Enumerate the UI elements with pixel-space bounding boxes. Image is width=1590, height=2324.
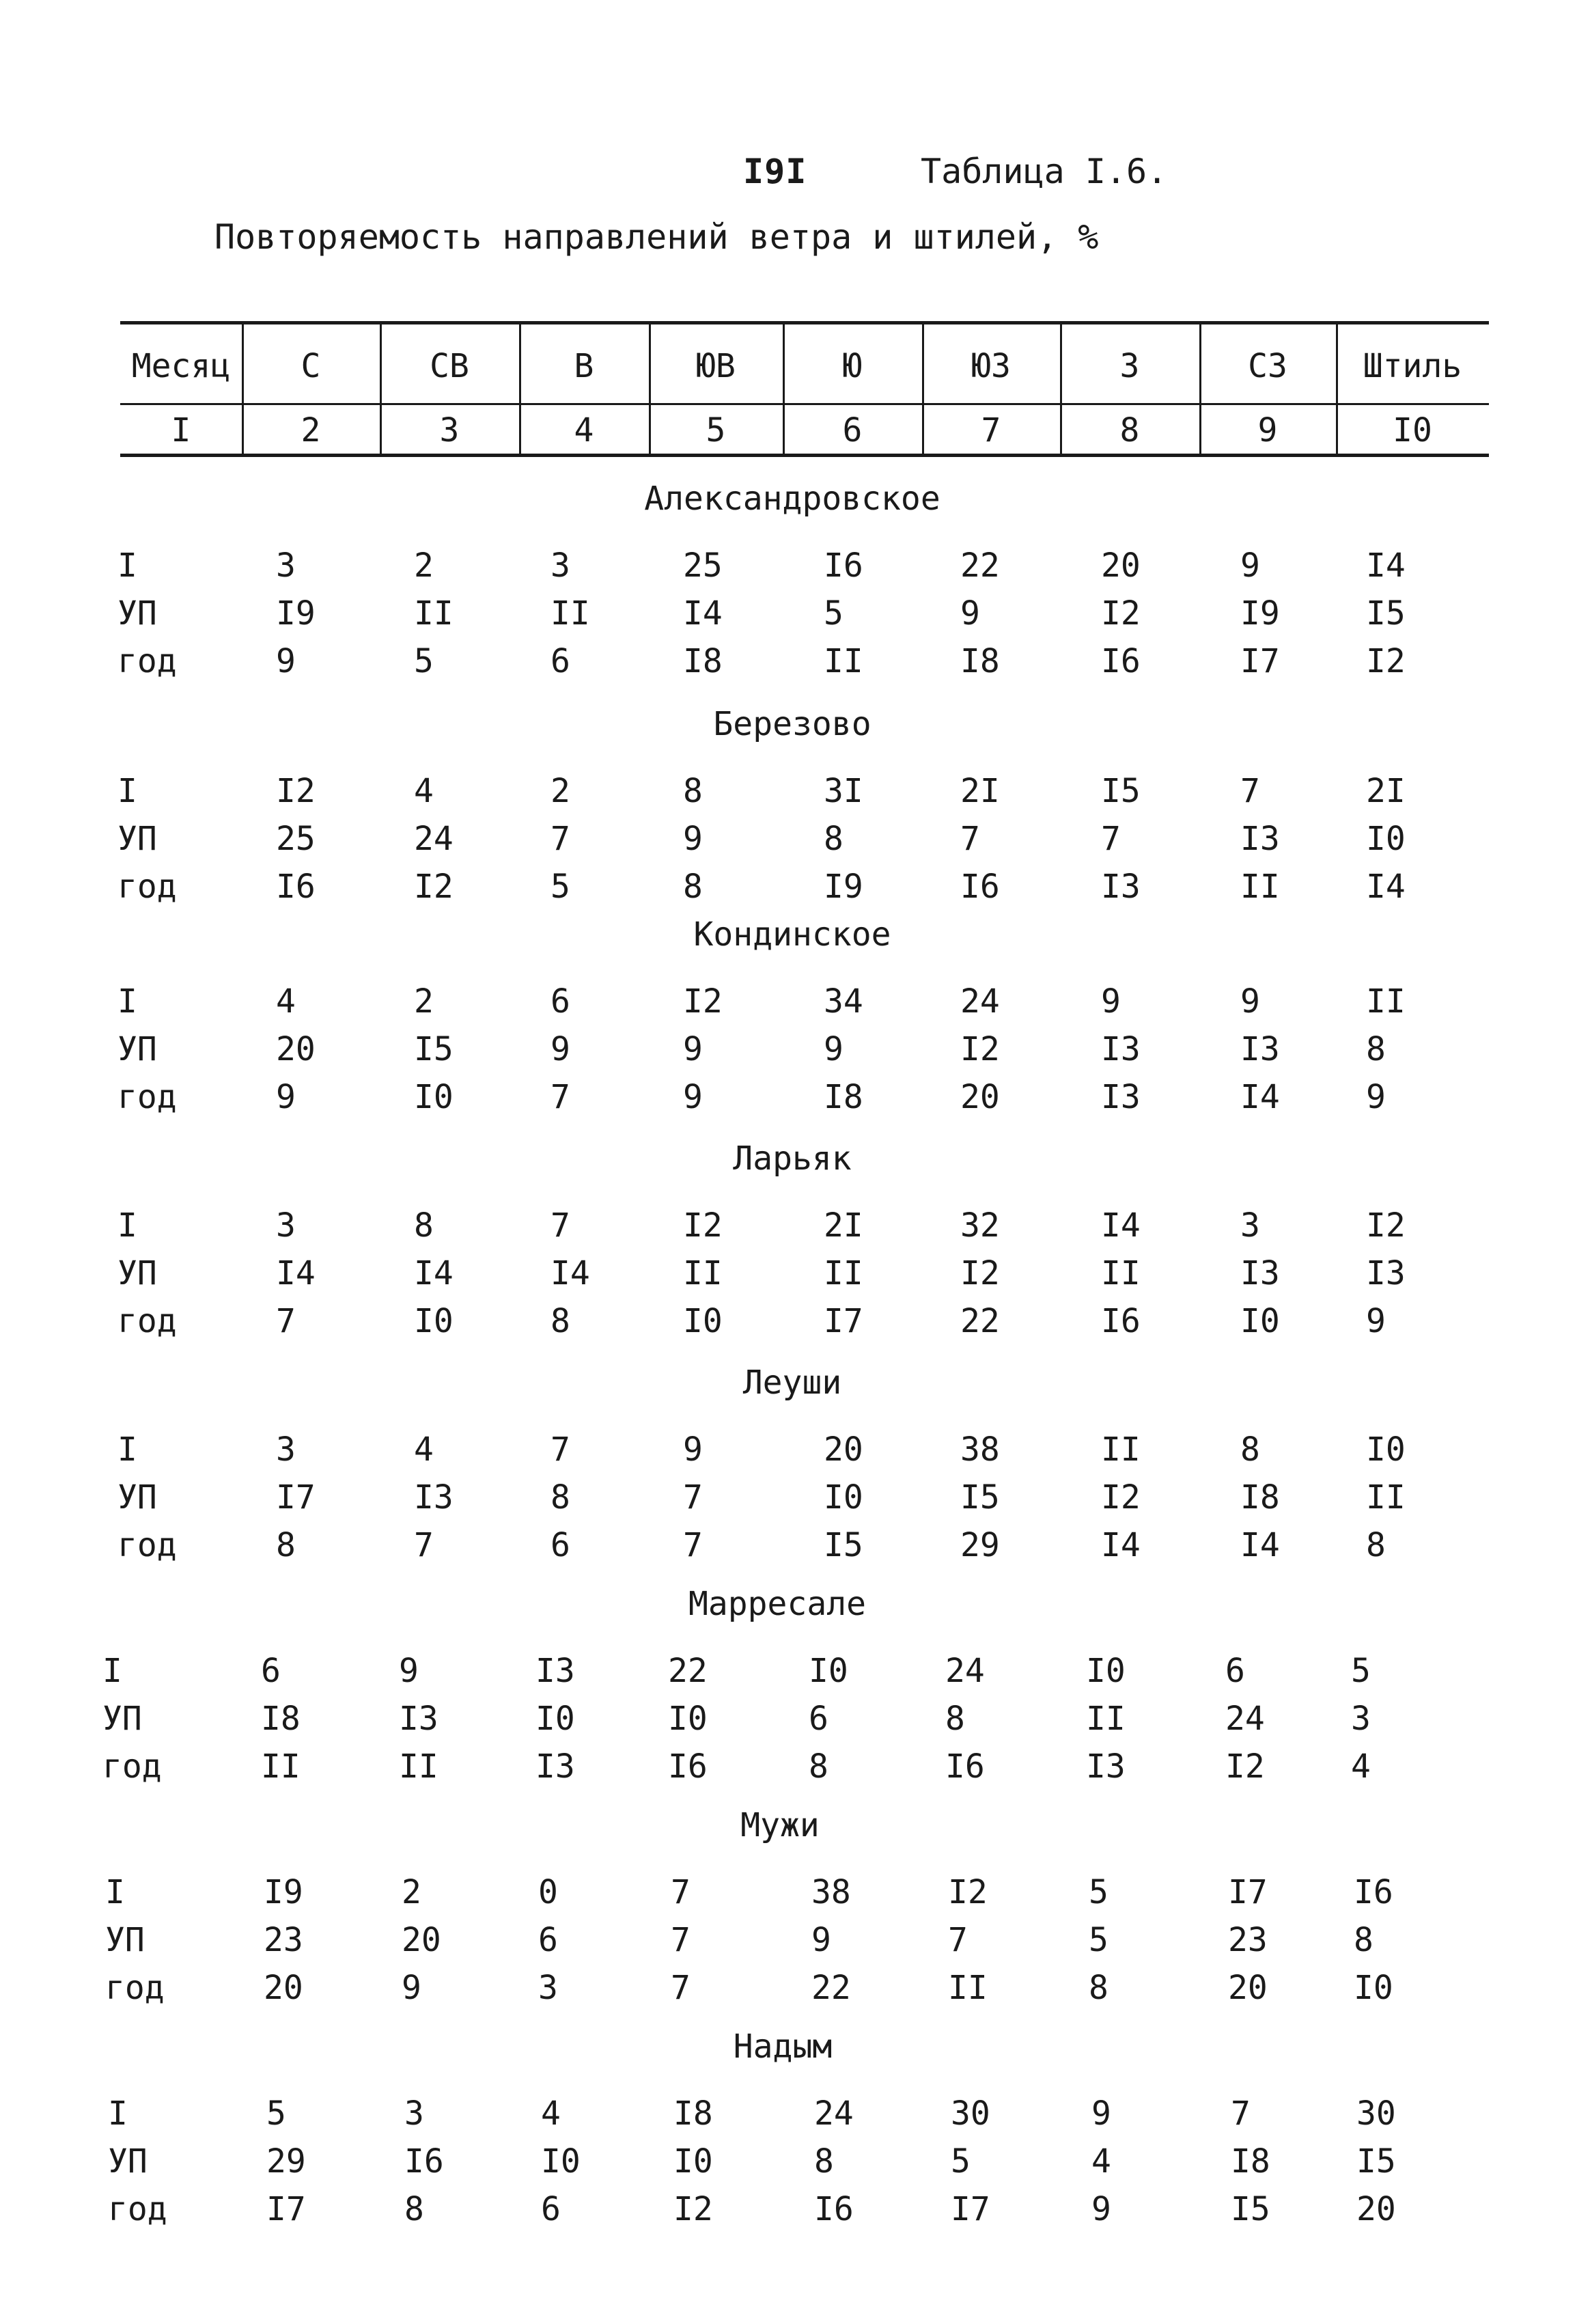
table-cell: I2 bbox=[673, 2190, 713, 2228]
table-cell: 24 bbox=[414, 820, 454, 858]
table-cell: 4 bbox=[1091, 2142, 1111, 2181]
table-cell: 3 bbox=[276, 1206, 296, 1245]
table-cell: I5 bbox=[1101, 772, 1141, 810]
table-cell: 9 bbox=[550, 1030, 570, 1068]
table-cell: II bbox=[948, 1969, 988, 2007]
table-cell: 3 bbox=[276, 547, 296, 585]
table-cell: I3 bbox=[1240, 1254, 1280, 1292]
table-cell: 6 bbox=[550, 1526, 570, 1564]
table-cell: 8 bbox=[1366, 1030, 1386, 1068]
column-number: 3 bbox=[439, 411, 460, 449]
table-cell: 9 bbox=[1091, 2190, 1111, 2228]
table-cell: I6 bbox=[1101, 1302, 1141, 1340]
column-number: I bbox=[171, 411, 191, 449]
table-cell: I5 bbox=[960, 1478, 1000, 1517]
table-cell: I3 bbox=[1101, 868, 1141, 906]
table-cell: 6 bbox=[541, 2190, 561, 2228]
table-cell: I6 bbox=[276, 868, 316, 906]
table-cell: 9 bbox=[1366, 1302, 1386, 1340]
header-bottom-rule bbox=[120, 454, 1489, 457]
table-cell: 4 bbox=[1351, 1747, 1371, 1786]
table-cell: 20 bbox=[960, 1078, 1000, 1116]
table-cell: II bbox=[1366, 982, 1406, 1021]
table-cell: 4 bbox=[414, 772, 434, 810]
table-cell: I8 bbox=[960, 642, 1000, 680]
table-cell: I5 bbox=[414, 1030, 454, 1068]
table-cell: 0 bbox=[538, 1873, 558, 1911]
table-cell: 9 bbox=[399, 1652, 419, 1690]
station-name: Кондинское bbox=[693, 915, 891, 954]
table-cell: 24 bbox=[960, 982, 1000, 1021]
row-label: год bbox=[117, 868, 177, 906]
column-number: 8 bbox=[1119, 411, 1140, 449]
table-cell: I7 bbox=[1240, 642, 1280, 680]
column-header: СВ bbox=[430, 347, 469, 385]
column-header: З bbox=[1119, 347, 1140, 385]
table-cell: 8 bbox=[276, 1526, 296, 1564]
table-cell: I2 bbox=[960, 1030, 1000, 1068]
table-cell: 2 bbox=[402, 1873, 421, 1911]
table-cell: I7 bbox=[266, 2190, 306, 2228]
table-cell: 24 bbox=[1225, 1700, 1265, 1738]
station-name: Ларьяк bbox=[733, 1139, 852, 1178]
table-cell: I9 bbox=[824, 868, 863, 906]
table-cell: I8 bbox=[1231, 2142, 1270, 2181]
column-header: С bbox=[301, 347, 321, 385]
table-cell: I4 bbox=[550, 1254, 590, 1292]
row-label: УП bbox=[117, 1254, 157, 1292]
table-cell: I2 bbox=[683, 982, 723, 1021]
table-cell: 7 bbox=[948, 1921, 968, 1959]
table-cell: 8 bbox=[1240, 1430, 1260, 1469]
table-cell: 4 bbox=[414, 1430, 434, 1469]
table-cell: II bbox=[1086, 1700, 1126, 1738]
column-header: В bbox=[574, 347, 594, 385]
table-cell: 2 bbox=[414, 982, 434, 1021]
table-cell: 5 bbox=[266, 2094, 286, 2133]
table-cell: I9 bbox=[264, 1873, 303, 1911]
column-header: Ю bbox=[842, 347, 863, 385]
table-cell: 2I bbox=[824, 1206, 863, 1245]
table-cell: II bbox=[261, 1747, 301, 1786]
table-cell: 6 bbox=[1225, 1652, 1245, 1690]
table-cell: I2 bbox=[276, 772, 316, 810]
table-cell: I6 bbox=[1354, 1873, 1393, 1911]
table-cell: I0 bbox=[1240, 1302, 1280, 1340]
column-number: I0 bbox=[1393, 411, 1432, 449]
row-label: УП bbox=[117, 594, 157, 633]
table-label: Таблица I.6. bbox=[921, 152, 1168, 191]
table-cell: 25 bbox=[683, 547, 723, 585]
table-cell: 8 bbox=[1354, 1921, 1373, 1959]
table-cell: 9 bbox=[402, 1969, 421, 2007]
table-cell: 29 bbox=[266, 2142, 306, 2181]
table-cell: I5 bbox=[1231, 2190, 1270, 2228]
column-number: 2 bbox=[301, 411, 321, 449]
row-label: I bbox=[117, 1206, 137, 1245]
table-cell: 7 bbox=[550, 1078, 570, 1116]
table-cell: 9 bbox=[683, 1430, 703, 1469]
station-name: Марресале bbox=[688, 1585, 867, 1623]
table-cell: I8 bbox=[673, 2094, 713, 2133]
table-cell: 6 bbox=[550, 642, 570, 680]
table-cell: I6 bbox=[1101, 642, 1141, 680]
table-cell: I7 bbox=[276, 1478, 316, 1517]
column-header: СЗ bbox=[1248, 347, 1287, 385]
table-cell: 7 bbox=[1240, 772, 1260, 810]
table-cell: I3 bbox=[1086, 1747, 1126, 1786]
table-cell: I5 bbox=[1356, 2142, 1396, 2181]
row-label: УП bbox=[117, 820, 157, 858]
table-cell: 5 bbox=[550, 868, 570, 906]
table-cell: I0 bbox=[1366, 1430, 1406, 1469]
table-cell: I4 bbox=[1101, 1206, 1141, 1245]
row-label: I bbox=[117, 1430, 137, 1469]
table-cell: 38 bbox=[960, 1430, 1000, 1469]
table-cell: 9 bbox=[276, 642, 296, 680]
table-cell: 30 bbox=[1356, 2094, 1396, 2133]
column-number: 6 bbox=[842, 411, 863, 449]
table-cell: 8 bbox=[683, 868, 703, 906]
row-label: I bbox=[117, 772, 137, 810]
station-name: Березово bbox=[713, 705, 871, 743]
table-cell: 20 bbox=[824, 1430, 863, 1469]
table-cell: 8 bbox=[824, 820, 843, 858]
table-cell: I8 bbox=[683, 642, 723, 680]
column-number: 9 bbox=[1257, 411, 1278, 449]
table-cell: I3 bbox=[1240, 1030, 1280, 1068]
table-cell: I5 bbox=[824, 1526, 863, 1564]
column-number: 7 bbox=[981, 411, 1001, 449]
table-cell: II bbox=[399, 1747, 438, 1786]
table-cell: I6 bbox=[960, 868, 1000, 906]
station-name: Леуши bbox=[742, 1364, 842, 1402]
table-cell: 7 bbox=[671, 1921, 691, 1959]
table-cell: I9 bbox=[1240, 594, 1280, 633]
table-cell: II bbox=[1101, 1430, 1141, 1469]
table-cell: 20 bbox=[1356, 2190, 1396, 2228]
table-cell: 3 bbox=[550, 547, 570, 585]
table-cell: 8 bbox=[814, 2142, 834, 2181]
table-cell: 22 bbox=[811, 1969, 851, 2007]
table-cell: I5 bbox=[1366, 594, 1406, 633]
row-label: год bbox=[117, 1078, 177, 1116]
table-cell: 3 bbox=[276, 1430, 296, 1469]
table-cell: I6 bbox=[668, 1747, 708, 1786]
table-cell: II bbox=[550, 594, 590, 633]
table-cell: II bbox=[824, 1254, 863, 1292]
table-cell: I4 bbox=[276, 1254, 316, 1292]
table-cell: 9 bbox=[683, 1030, 703, 1068]
row-label: I bbox=[117, 982, 137, 1021]
table-cell: 9 bbox=[1240, 982, 1260, 1021]
table-cell: I7 bbox=[824, 1302, 863, 1340]
table-cell: 5 bbox=[951, 2142, 971, 2181]
column-header: Штиль bbox=[1363, 347, 1462, 385]
table-cell: I8 bbox=[261, 1700, 301, 1738]
table-cell: I2 bbox=[683, 1206, 723, 1245]
table-cell: 3 bbox=[538, 1969, 558, 2007]
table-cell: I3 bbox=[535, 1652, 575, 1690]
row-label: УП bbox=[117, 1478, 157, 1517]
table-cell: II bbox=[824, 642, 863, 680]
table-cell: 22 bbox=[668, 1652, 708, 1690]
table-cell: 7 bbox=[550, 820, 570, 858]
row-label: год bbox=[117, 642, 177, 680]
table-cell: I2 bbox=[1225, 1747, 1265, 1786]
table-cell: 9 bbox=[960, 594, 980, 633]
table-cell: I6 bbox=[945, 1747, 985, 1786]
table-cell: 20 bbox=[264, 1969, 303, 2007]
table-cell: I3 bbox=[1101, 1030, 1141, 1068]
table-cell: I3 bbox=[1366, 1254, 1406, 1292]
column-number: 5 bbox=[706, 411, 726, 449]
row-label: I bbox=[105, 1873, 125, 1911]
table-cell: 7 bbox=[683, 1478, 703, 1517]
header-mid-rule bbox=[120, 403, 1489, 405]
table-cell: 5 bbox=[1351, 1652, 1371, 1690]
row-label: год bbox=[102, 1747, 162, 1786]
table-cell: I3 bbox=[414, 1478, 454, 1517]
table-top-rule bbox=[120, 321, 1489, 324]
table-cell: 7 bbox=[671, 1873, 691, 1911]
table-cell: 4 bbox=[541, 2094, 561, 2133]
table-cell: I4 bbox=[1366, 868, 1406, 906]
table-cell: I4 bbox=[414, 1254, 454, 1292]
table-cell: 6 bbox=[550, 982, 570, 1021]
table-cell: I2 bbox=[948, 1873, 988, 1911]
table-cell: 32 bbox=[960, 1206, 1000, 1245]
table-cell: 7 bbox=[414, 1526, 434, 1564]
table-cell: I0 bbox=[809, 1652, 848, 1690]
table-cell: 20 bbox=[402, 1921, 441, 1959]
table-cell: 9 bbox=[683, 1078, 703, 1116]
table-cell: 9 bbox=[824, 1030, 843, 1068]
table-cell: 22 bbox=[960, 1302, 1000, 1340]
row-label: год bbox=[105, 1969, 165, 2007]
table-cell: 34 bbox=[824, 982, 863, 1021]
table-cell: 5 bbox=[414, 642, 434, 680]
table-cell: 5 bbox=[1089, 1921, 1108, 1959]
table-cell: 2I bbox=[1366, 772, 1406, 810]
row-label: год bbox=[108, 2190, 167, 2228]
station-name: Александровское bbox=[644, 480, 940, 518]
row-label: I bbox=[102, 1652, 122, 1690]
table-cell: 5 bbox=[1089, 1873, 1108, 1911]
table-cell: 8 bbox=[809, 1747, 828, 1786]
table-cell: I0 bbox=[541, 2142, 581, 2181]
table-cell: 9 bbox=[276, 1078, 296, 1116]
table-cell: 3I bbox=[824, 772, 863, 810]
table-cell: 23 bbox=[264, 1921, 303, 1959]
table-cell: II bbox=[414, 594, 454, 633]
row-label: УП bbox=[117, 1030, 157, 1068]
table-cell: 8 bbox=[550, 1302, 570, 1340]
table-cell: 20 bbox=[1228, 1969, 1268, 2007]
table-cell: I0 bbox=[414, 1302, 454, 1340]
table-cell: 24 bbox=[945, 1652, 985, 1690]
table-cell: 2 bbox=[550, 772, 570, 810]
table-cell: I0 bbox=[1354, 1969, 1393, 2007]
table-cell: 20 bbox=[1101, 547, 1141, 585]
table-cell: I4 bbox=[1101, 1526, 1141, 1564]
row-label: УП bbox=[108, 2142, 148, 2181]
table-cell: I9 bbox=[276, 594, 316, 633]
station-name: Мужи bbox=[740, 1806, 820, 1844]
table-cell: 8 bbox=[945, 1700, 965, 1738]
table-cell: I0 bbox=[673, 2142, 713, 2181]
column-header: ЮЗ bbox=[971, 347, 1011, 385]
table-cell: 3 bbox=[1351, 1700, 1371, 1738]
row-label: год bbox=[117, 1526, 177, 1564]
page-number: I9I bbox=[743, 152, 807, 191]
table-cell: 6 bbox=[261, 1652, 281, 1690]
table-cell: 3 bbox=[404, 2094, 424, 2133]
table-cell: 20 bbox=[276, 1030, 316, 1068]
table-cell: 9 bbox=[1101, 982, 1121, 1021]
table-cell: 8 bbox=[550, 1478, 570, 1517]
table-cell: II bbox=[1240, 868, 1280, 906]
table-cell: 7 bbox=[1101, 820, 1121, 858]
column-number: 4 bbox=[574, 411, 594, 449]
table-cell: II bbox=[1101, 1254, 1141, 1292]
table-cell: 7 bbox=[960, 820, 980, 858]
table-cell: 7 bbox=[1231, 2094, 1251, 2133]
table-cell: I2 bbox=[960, 1254, 1000, 1292]
table-cell: I7 bbox=[1228, 1873, 1268, 1911]
table-cell: 5 bbox=[824, 594, 843, 633]
table-cell: 7 bbox=[550, 1430, 570, 1469]
column-header: Месяц bbox=[131, 347, 231, 385]
row-label: УП bbox=[105, 1921, 145, 1959]
table-cell: I3 bbox=[1240, 820, 1280, 858]
table-cell: 30 bbox=[951, 2094, 990, 2133]
table-title: Повторяемость направлений ветра и штилей, % bbox=[214, 217, 1099, 257]
table-cell: I4 bbox=[1240, 1078, 1280, 1116]
table-cell: I7 bbox=[951, 2190, 990, 2228]
table-cell: 8 bbox=[683, 772, 703, 810]
table-cell: I0 bbox=[824, 1478, 863, 1517]
table-cell: 7 bbox=[550, 1206, 570, 1245]
table-cell: I2 bbox=[1366, 642, 1406, 680]
column-header: ЮВ bbox=[696, 347, 736, 385]
table-cell: I2 bbox=[414, 868, 454, 906]
table-cell: 25 bbox=[276, 820, 316, 858]
row-label: УП bbox=[102, 1700, 142, 1738]
table-cell: 7 bbox=[671, 1969, 691, 2007]
table-cell: 4 bbox=[276, 982, 296, 1021]
station-name: Надым bbox=[733, 2028, 833, 2066]
table-cell: 9 bbox=[683, 820, 703, 858]
table-cell: 8 bbox=[404, 2190, 424, 2228]
table-cell: I4 bbox=[683, 594, 723, 633]
table-cell: 9 bbox=[811, 1921, 831, 1959]
table-cell: I3 bbox=[399, 1700, 438, 1738]
table-cell: I0 bbox=[535, 1700, 575, 1738]
table-cell: I0 bbox=[683, 1302, 723, 1340]
table-cell: 23 bbox=[1228, 1921, 1268, 1959]
table-cell: 9 bbox=[1091, 2094, 1111, 2133]
table-cell: 38 bbox=[811, 1873, 851, 1911]
table-cell: I6 bbox=[814, 2190, 854, 2228]
table-cell: 6 bbox=[538, 1921, 558, 1959]
table-cell: I8 bbox=[1240, 1478, 1280, 1517]
table-cell: I0 bbox=[1366, 820, 1406, 858]
table-cell: I6 bbox=[404, 2142, 444, 2181]
table-cell: I2 bbox=[1366, 1206, 1406, 1245]
table-cell: I4 bbox=[1366, 547, 1406, 585]
table-cell: I6 bbox=[824, 547, 863, 585]
table-cell: I8 bbox=[824, 1078, 863, 1116]
table-cell: I0 bbox=[1086, 1652, 1126, 1690]
table-cell: II bbox=[1366, 1478, 1406, 1517]
table-cell: 7 bbox=[683, 1526, 703, 1564]
table-cell: I4 bbox=[1240, 1526, 1280, 1564]
table-cell: 7 bbox=[276, 1302, 296, 1340]
table-cell: 22 bbox=[960, 547, 1000, 585]
table-cell: 8 bbox=[1089, 1969, 1108, 2007]
table-cell: 3 bbox=[1240, 1206, 1260, 1245]
table-cell: 8 bbox=[1366, 1526, 1386, 1564]
table-cell: I2 bbox=[1101, 594, 1141, 633]
table-cell: 8 bbox=[414, 1206, 434, 1245]
table-cell: 2 bbox=[414, 547, 434, 585]
table-cell: I2 bbox=[1101, 1478, 1141, 1517]
row-label: I bbox=[117, 547, 137, 585]
table-cell: I0 bbox=[668, 1700, 708, 1738]
table-cell: 2I bbox=[960, 772, 1000, 810]
table-cell: 24 bbox=[814, 2094, 854, 2133]
table-cell: I0 bbox=[414, 1078, 454, 1116]
table-cell: 9 bbox=[1366, 1078, 1386, 1116]
table-cell: I3 bbox=[1101, 1078, 1141, 1116]
table-cell: I3 bbox=[535, 1747, 575, 1786]
table-cell: II bbox=[683, 1254, 723, 1292]
table-cell: 6 bbox=[809, 1700, 828, 1738]
row-label: I bbox=[108, 2094, 128, 2133]
row-label: год bbox=[117, 1302, 177, 1340]
table-cell: 9 bbox=[1240, 547, 1260, 585]
table-cell: 29 bbox=[960, 1526, 1000, 1564]
